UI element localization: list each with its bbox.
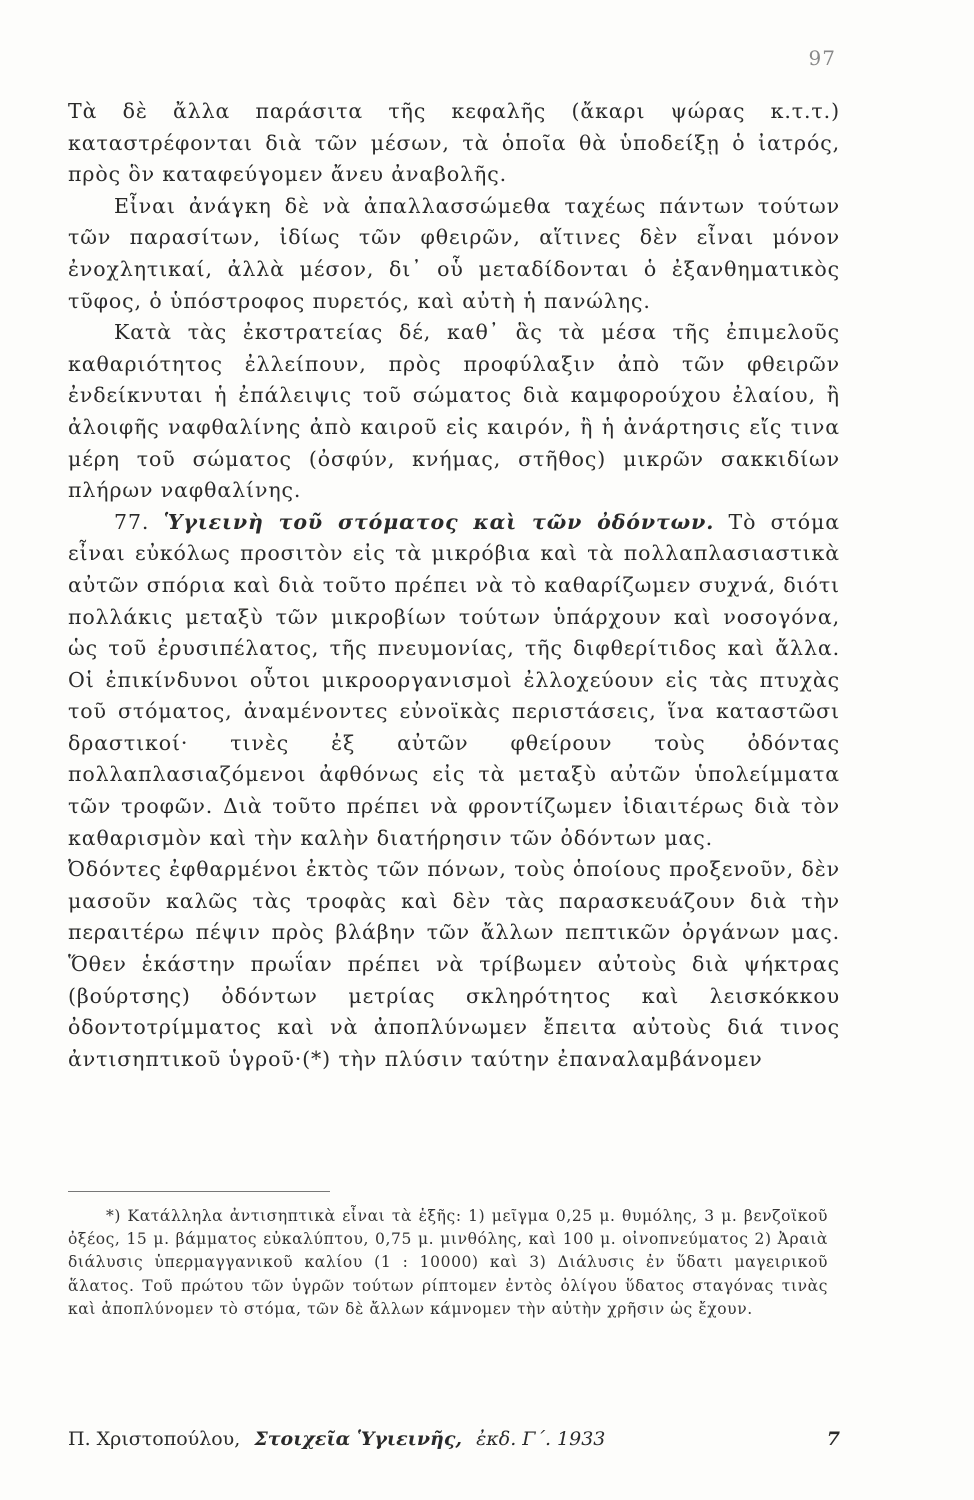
footnote-divider	[68, 1191, 330, 1192]
section-77	[68, 507, 840, 855]
footnote	[68, 1205, 828, 1321]
page-footer	[68, 1428, 840, 1450]
paragraph-2: Εἶναι ἀνάγκη δὲ νὰ ἀπαλλασσώμεθα ταχέως πάντων τούτων τῶν παρασίτων, ἰδίως τῶν φθειρῶν, αἵτινες δὲν εἶναι μόνον ἐνοχλητικαί, ἀλλὰ μέσον, δι᾽ οὗ μεταδίδονται ὁ ἐξανθηματικὸς τῦφος, ὁ ὑπόστροφος πυρετός, καὶ αὐτὴ ἡ πανώλης.	[68, 193, 840, 313]
section-heading: Ὑγιεινὴ τοῦ στόματος καὶ τῶν ὀδόντων.	[163, 509, 715, 534]
page-number: 97	[808, 46, 836, 70]
footnote-text: *) Κατάλληλα ἀντισηπτικὰ εἶναι τὰ ἑξῆς: 1) μεῖγμα 0,25 μ. θυμόλης, 3 μ. βενζοϊκοῦ ὀξέος, 15 μ. βάμματος εὐκαλύπτου, 0,75 μ. μινθόλης, καὶ 100 μ. οἰνοπνεύματος 2) Ἀραιὰ διάλυσις ὑπερμαγγανικοῦ καλίου (1 : 10000) καὶ 3) Διάλυσις ἐν ὕδατι μαγειρικοῦ ἅλατος. Τοῦ πρώτου τῶν ὑγρῶν τούτων ρίπτομεν ἐντὸς ὀλίγου ὕδατος σταγόνας τινὰς καὶ ἀποπλύνομεν τὸ στόμα, τῶν δὲ ἄλλων κάμνομεν τὴν αὐτὴν χρῆσιν ὡς ἔχουν.	[68, 1207, 828, 1318]
footer-citation	[68, 1428, 613, 1450]
paragraph-last: Ὀδόντες ἐφθαρμένοι ἐκτὸς τῶν πόνων, τοὺς ὁποίους προξενοῦν, δὲν μασοῦν καλῶς τὰς τροφὰς καὶ δὲν τὰς παρασκευάζουν διὰ τὴν περαιτέρω πέψιν πρὸς βλάβην τῶν ἄλλων πεπτικῶν ὀργάνων μας. Ὅθεν ἑκάστην πρωΐαν πρέπει νὰ τρίβωμεν αὐτοὺς διὰ ψήκτρας (βούρτσης) ὀδόντων μετρίας σκληρότητος καὶ λεισκόκκου ὀδοντοτρίμματος καὶ νὰ ἀποπλύνωμεν ἔπειτα αὐτοὺς διά τινος ἀντισηπτικοῦ ὑγροῦ·(*) τὴν πλύσιν ταύτην ἐπαναλαμβάνομεν	[68, 857, 841, 1071]
footer-author: Π. Χριστοπούλου,	[68, 1428, 241, 1450]
body-text	[68, 96, 840, 1075]
section-number: 77.	[114, 509, 150, 534]
signature-mark: 7	[826, 1428, 840, 1450]
section-text: Τὸ στόμα εἶναι εὐκόλως προσιτὸν εἰς τὰ μικρόβια καὶ τὰ πολλαπλασιαστικὰ αὐτῶν σπόρια καὶ διὰ τοῦτο πρέπει νὰ τὸ καθαρίζωμεν συχνά, διότι πολλάκις μεταξὺ τῶν μικροβίων τούτων ὑπάρχουν καὶ νοσογόνα, ὡς τοῦ ἐρυσιπέλατος, τῆς πνευμονίας, τῆς διφθερίτιδος καὶ ἄλλα. Οἱ ἐπικίνδυνοι οὗτοι μικροοργανισμοὶ ἐλλοχεύουν εἰς τὰς πτυχὰς τοῦ στόματος, ἀναμένοντες εὐνοϊκὰς περιστάσεις, ἵνα καταστῶσι δραστικοί· τινὲς ἐξ αὐτῶν φθείρουν τοὺς ὀδόντας πολλαπλασιαζόμενοι ἀφθόνως εἰς τὰ μεταξὺ αὐτῶν ὑπολείμματα τῶν τροφῶν. Διὰ τοῦτο πρέπει νὰ φροντίζωμεν ἰδιαιτέρως διὰ τὸν καθαρισμὸν καὶ τὴν καλὴν διατήρησιν τῶν ὀδόντων μας.	[68, 509, 840, 850]
footer-edition: ἐκδ. Γ΄. 1933	[476, 1428, 606, 1450]
footer-title: Στοιχεῖα Ὑγιεινῆς,	[254, 1428, 463, 1450]
paragraph-3: Κατὰ τὰς ἐκστρατείας δέ, καθ᾽ ἃς τὰ μέσα τῆς ἐπιμελοῦς καθαριότητος ἐλλείπουν, πρὸς προφύλαξιν ἀπὸ τῶν φθειρῶν ἐνδείκνυται ἡ ἐπάλειψις τοῦ σώματος διὰ καμφορούχου ἐλαίου, ἢ ἀλοιφῆς ναφθαλίνης ἀπὸ καιροῦ εἰς καιρόν, ἢ ἡ ἀνάρτησις εἴς τινα μέρη τοῦ σώματος (ὀσφύν, κνήμας, στῆθος) μικρῶν σακκιδίων πλήρων ναφθαλίνης.	[68, 320, 840, 503]
paragraph-1: Τὰ δὲ ἄλλα παράσιτα τῆς κεφαλῆς (ἄκαρι ψώρας κ.τ.τ.) καταστρέφονται διὰ τῶν μέσων, τὰ ὁποῖα θὰ ὑποδείξῃ ὁ ἰατρός, πρὸς ὃν καταφεύγομεν ἄνευ ἀναβολῆς.	[68, 99, 840, 187]
